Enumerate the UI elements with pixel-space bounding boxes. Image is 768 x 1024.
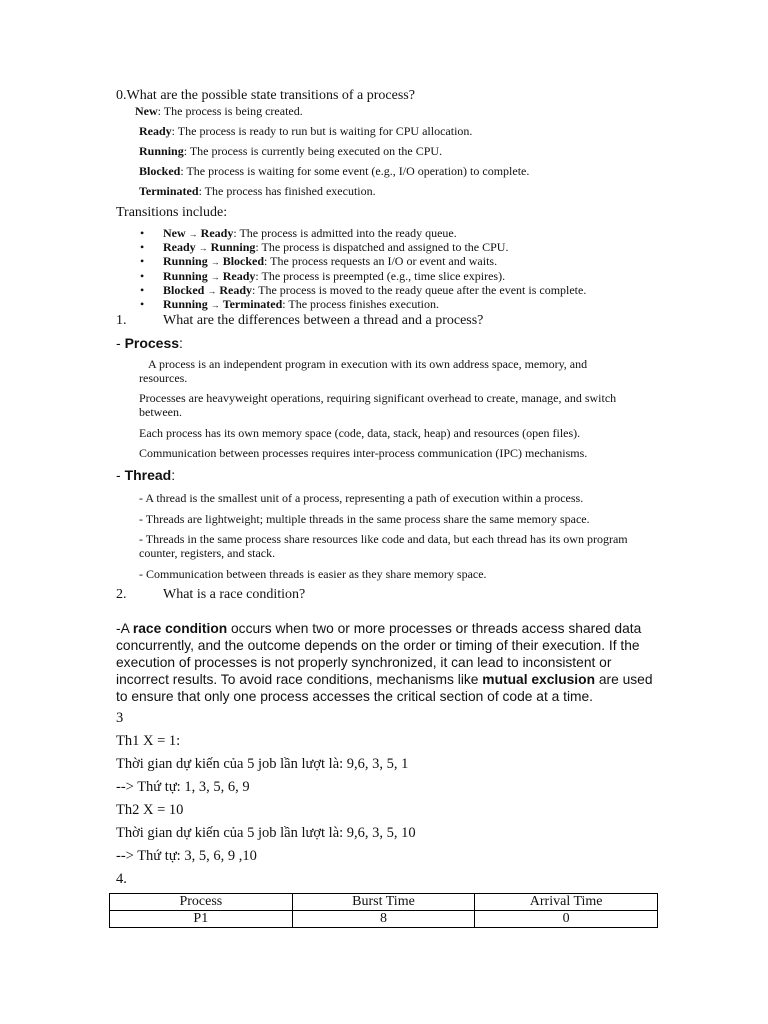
transition-item: • Blocked → Ready: The process is moved to the ready queue after the event is complete. (140, 283, 586, 297)
question-3-number: 3 (116, 710, 124, 726)
q3-line: --> Thứ tự: 1, 3, 5, 6, 9 (116, 779, 250, 795)
q3-line: --> Thứ tự: 3, 5, 6, 9 ,10 (116, 848, 257, 864)
process-heading: - Process: (116, 335, 183, 351)
thread-heading: - Thread: (116, 467, 176, 483)
process-table (109, 893, 658, 928)
transition-item: • Running → Ready: The process is preempted (e.g., time slice expires). (140, 269, 586, 283)
arrow-right-icon: → (210, 271, 220, 282)
arrow-right-icon: → (207, 285, 217, 296)
state-terminated: Terminated: The process has finished execution. (139, 184, 376, 198)
question-1-title: What are the differences between a thread and a process? (163, 313, 484, 328)
process-point-4: Communication between processes requires inter-process communication (IPC) mechanisms. (139, 446, 588, 460)
process-point-2: Processes are heavyweight operations, requiring significant overhead to create, manage, and switch between. (139, 391, 617, 419)
question-0-title: 0.What are the possible state transitions of a process? (116, 88, 415, 103)
arrow-right-icon: → (210, 257, 220, 268)
state-running: Running: The process is currently being executed on the CPU. (139, 144, 443, 158)
q3-line: Thời gian dự kiến của 5 job lần lượt là: 9,6, 3, 5, 10 (116, 825, 416, 841)
table-header-cell: Process (110, 894, 293, 911)
transition-item: • New → Ready: The process is admitted into the ready queue. (140, 226, 586, 240)
thread-point-2: - Threads are lightweight; multiple threads in the same process share the same memory space. (139, 512, 590, 526)
q3-line: Th2 X = 10 (116, 802, 184, 818)
q3-line: Thời gian dự kiến của 5 job lần lượt là: 9,6, 3, 5, 1 (116, 756, 409, 772)
table-header-row (110, 894, 658, 911)
thread-point-1: - A thread is the smallest unit of a process, representing a path of execution within a process. (139, 491, 584, 505)
thread-point-3: - Threads in the same process share resources like code and data, but each thread has its own program counter, registers, and stack. (139, 532, 628, 560)
state-new: New: The process is being created. (135, 104, 303, 118)
table-cell: 0 (475, 911, 658, 928)
process-point-3: Each process has its own memory space (code, data, stack, heap) and resources (open files). (139, 426, 581, 440)
transitions-list (140, 226, 586, 311)
table-header-cell: Arrival Time (475, 894, 658, 911)
table-cell: 8 (292, 911, 475, 928)
thread-point-4: - Communication between threads is easier as they share memory space. (139, 567, 487, 581)
question-2-title: What is a race condition? (163, 587, 306, 602)
arrow-right-icon: → (188, 229, 198, 239)
state-ready: Ready: The process is ready to run but is waiting for CPU allocation. (139, 124, 473, 138)
table-row (110, 911, 658, 928)
table-header-cell: Burst Time (292, 894, 475, 911)
transition-item: • Running → Blocked: The process requests an I/O or event and waits. (140, 254, 586, 268)
arrow-right-icon: → (198, 243, 208, 254)
question-2-number: 2. (116, 587, 127, 602)
transition-item: • Running → Terminated: The process finishes execution. (140, 297, 586, 311)
process-point-1: A process is an independent program in execution with its own address space, memory, and resources. (139, 357, 588, 385)
arrow-right-icon: → (210, 299, 220, 310)
transitions-heading: Transitions include: (116, 205, 228, 220)
question-4-number: 4. (116, 871, 127, 887)
race-condition-paragraph: -A race condition occurs when two or more processes or threads access shared data concurrently, and the outcome depends on the order or timing of their execution. If the execution of processes is not properly synchronized, it can lead to inconsistent or incorrect results. To avoid race conditions, mechanisms like mutual exclusion are used to ensure that only one process accesses the critical section of code at a time. (116, 621, 653, 704)
transition-item: • Ready → Running: The process is dispatched and assigned to the CPU. (140, 240, 586, 254)
table-cell: P1 (110, 911, 293, 928)
state-blocked: Blocked: The process is waiting for some event (e.g., I/O operation) to complete. (139, 164, 530, 178)
q3-line: Th1 X = 1: (116, 733, 181, 749)
question-1-number: 1. (116, 313, 127, 328)
